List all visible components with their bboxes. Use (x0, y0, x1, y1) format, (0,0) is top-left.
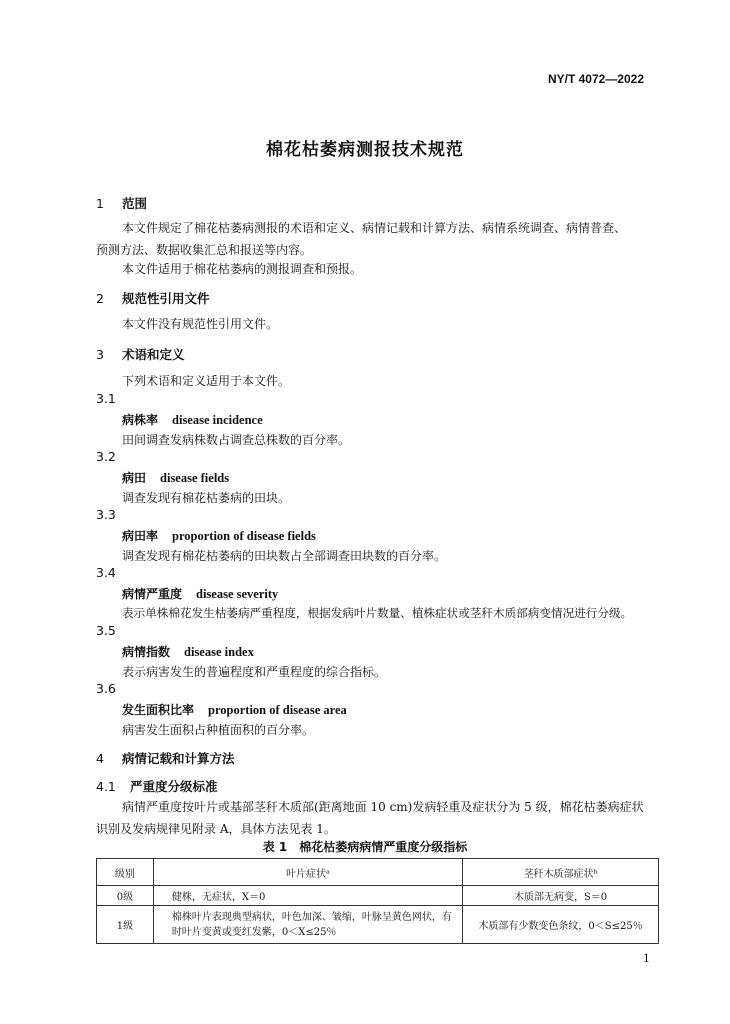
paragraph: 下列术语和定义适用于本文件。 (122, 374, 291, 388)
term-entry (122, 527, 316, 544)
section-heading-4 (96, 749, 235, 767)
term-number: 3.4 (96, 565, 116, 580)
table-header-cell: 叶片症状ᵃ (153, 859, 462, 886)
term-cn: 发生面积比率 (122, 703, 195, 717)
term-definition: 病害发生面积占种植面积的百分率。 (122, 723, 315, 737)
term-definition: 表示病害发生的普遍程度和严重程度的综合指标。 (122, 665, 387, 679)
table-cell: 1级 (97, 906, 154, 944)
standard-number: NY/T 4072—2022 (547, 72, 644, 86)
term-entry (122, 585, 278, 602)
section-title: 病情记载和计算方法 (122, 751, 235, 766)
section-number: 4 (96, 751, 104, 766)
section-number: 2 (96, 291, 104, 306)
document-title: 棉花枯萎病测报技术规范 (266, 140, 464, 160)
table-cell: 0级 (97, 886, 154, 906)
section-heading-2 (96, 289, 210, 307)
subsection-heading-4-1 (96, 777, 218, 795)
term-cn: 病情指数 (122, 645, 171, 659)
term-number: 3.6 (96, 681, 116, 696)
term-en: proportion of disease fields (172, 529, 316, 543)
section-heading-1 (96, 194, 147, 212)
table-row (97, 886, 659, 906)
paragraph: 本文件规定了棉花枯萎病测报的术语和定义、病情记载和计算方法、病情系统调查、病情普查、预测方法、数据收集汇总和报送等内容。 (96, 221, 627, 257)
paragraph: 本文件适用于棉花枯萎病的测报调查和预报。 (122, 262, 363, 276)
term-en: disease severity (196, 587, 279, 601)
subsection-title: 严重度分级标准 (130, 779, 218, 794)
term-definition: 调查发现有棉花枯萎病的田块数占全部调查田块数的百分率。 (122, 549, 447, 563)
section-title: 规范性引用文件 (122, 291, 210, 306)
section-number: 3 (96, 347, 104, 362)
term-cn: 病田率 (122, 529, 159, 543)
term-number: 3.1 (96, 391, 116, 406)
term-number: 3.5 (96, 623, 116, 638)
table-cell: 健株，无症状，X＝0 (153, 886, 462, 906)
table-cell: 木质部有少数变色条纹，0＜S≤25％ (463, 906, 659, 944)
table-header-cell: 茎秆木质部症状ᵇ (463, 859, 659, 886)
term-cn: 病田 (122, 471, 147, 485)
term-entry (122, 643, 254, 660)
section-number: 1 (96, 196, 104, 211)
term-en: disease index (184, 645, 254, 659)
term-number: 3.3 (96, 507, 116, 522)
table-caption: 表 1 棉花枯萎病病情严重度分级指标 (262, 840, 468, 854)
term-definition: 表示单株棉花发生枯萎病严重程度，根据发病叶片数量、植株症状或茎秆木质部病变情况进行分级。 (122, 606, 633, 620)
term-en: proportion of disease area (208, 703, 347, 717)
page-number: 1 (643, 952, 650, 965)
term-en: disease incidence (172, 413, 263, 427)
severity-table (96, 858, 659, 944)
paragraph: 本文件没有规范性引用文件。 (122, 317, 279, 331)
table-row (97, 906, 659, 944)
section-title: 范围 (122, 196, 148, 211)
term-en: disease fields (160, 471, 230, 485)
table-header-cell: 级别 (97, 859, 154, 886)
term-entry (122, 469, 229, 486)
term-number: 3.2 (96, 449, 116, 464)
section-heading-3 (96, 345, 185, 363)
paragraph: 病情严重度按叶片或基部茎秆木质部(距离地面 10 cm)发病轻重及症状分为 5 级，棉花枯萎病症状识别及发病规律见附录 A，具体方法见表 1。 (96, 800, 644, 836)
table-cell: 棉株叶片表现典型病状，叶色加深、皱缩，叶脉呈黄色网状，有时叶片变黄或变红发紫，0＜X≤25％ (153, 906, 462, 944)
term-definition: 调查发现有棉花枯萎病的田块。 (122, 491, 291, 505)
term-cn: 病情严重度 (122, 587, 183, 601)
term-definition: 田间调查发病株数占调查总株数的百分率。 (122, 433, 351, 447)
subsection-number: 4.1 (96, 779, 116, 794)
term-entry (122, 701, 347, 718)
table-cell: 木质部无病变，S＝0 (463, 886, 659, 906)
table-header-row (97, 859, 659, 886)
term-entry (122, 411, 263, 428)
section-title: 术语和定义 (122, 347, 185, 362)
term-cn: 病株率 (122, 413, 159, 427)
